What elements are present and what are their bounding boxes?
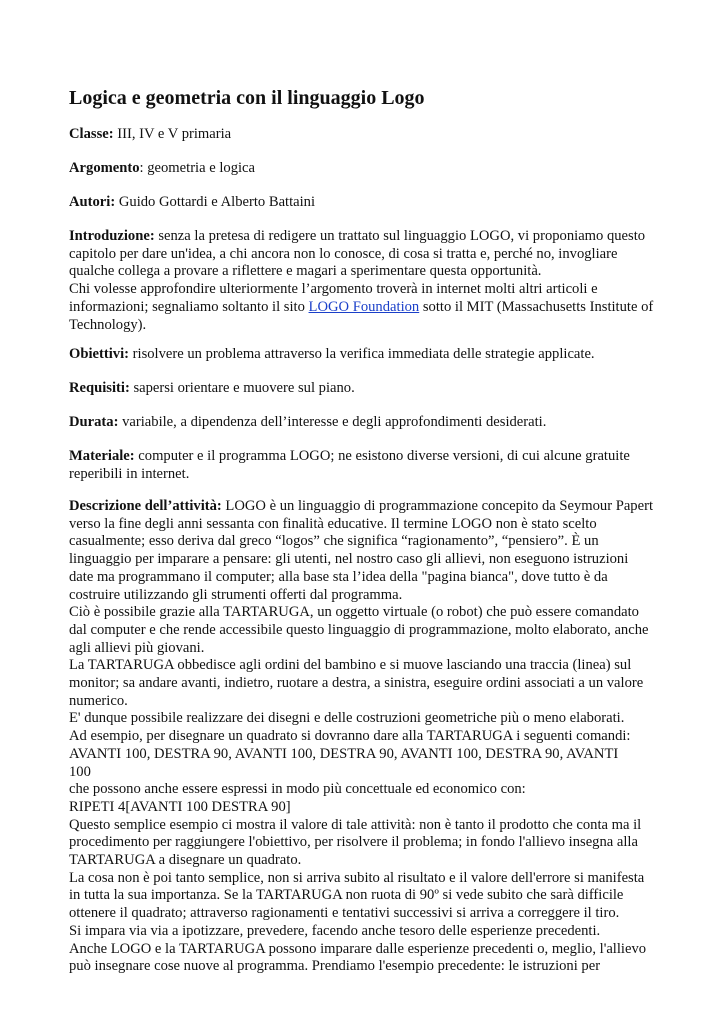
descrizione-line: verso la fine degli anni sessanta con finalità educative. Il termine LOGO non è stato scelto — [69, 515, 597, 532]
introduzione-paragraph — [69, 228, 661, 334]
logo-foundation-link[interactable]: LOGO Foundation — [308, 298, 420, 315]
materiale-label: Materiale: — [69, 448, 135, 464]
descrizione-line: può insegnare cose nuove al programma. Prendiamo l'esempio precedente: le istruzioni per — [69, 958, 601, 975]
classe-paragraph — [69, 126, 661, 144]
autori-label: Autori: — [69, 194, 116, 210]
descrizione-line: ottenere il quadrato; attraverso ragionamenti e tentativi successivi si arriva a correggere il tiro. — [69, 905, 620, 922]
text-line — [69, 448, 661, 466]
obiettivi-label: Obiettivi: — [69, 346, 129, 362]
descrizione-label: Descrizione dell’attività: — [69, 498, 222, 514]
classe-value: III, IV e V primaria — [113, 126, 232, 142]
introduzione-line-5-post: sotto il MIT (Massachusetts Institute of — [419, 298, 654, 315]
descrizione-line: AVANTI 100, DESTRA 90, AVANTI 100, DESTRA 90, AVANTI 100, DESTRA 90, AVANTI — [69, 745, 619, 762]
materiale-line-2: reperibili in internet. — [69, 465, 190, 482]
descrizione-line: casualmente; esso deriva dal greco “logos” che significa “ragionamento”, “pensiero”. È un — [69, 533, 599, 550]
descrizione-line: Anche LOGO e la TARTARUGA possono imparare dalle esperienze precedenti o, meglio, l'allievo — [69, 940, 647, 957]
descrizione-line: La cosa non è poi tanto semplice, non si arriva subito al risultato e il valore dell'errore si manifesta — [69, 869, 645, 886]
descrizione-line: Ad esempio, per disegnare un quadrato si dovranno dare alla TARTARUGA i seguenti comandi: — [69, 728, 631, 745]
durata-label: Durata: — [69, 414, 119, 430]
descrizione-line: Si impara via via a ipotizzare, prevedere, facendo anche tesoro delle esperienze precedenti. — [69, 922, 601, 939]
descrizione-line: TARTARUGA a disegnare un quadrato. — [69, 852, 302, 869]
requisiti-label: Requisiti: — [69, 380, 130, 396]
descrizione-line: E' dunque possibile realizzare dei disegni e delle costruzioni geometriche più o meno elaborati. — [69, 710, 625, 727]
materiale-line-1: computer e il programma LOGO; ne esistono diverse versioni, di cui alcune gratuite — [134, 448, 630, 464]
argomento-paragraph — [69, 160, 661, 178]
requisiti-value: sapersi orientare e muovere sul piano. — [129, 380, 355, 396]
obiettivi-paragraph — [69, 346, 661, 364]
introduzione-line-5-pre: informazioni; segnaliamo soltanto il sito — [69, 298, 309, 315]
descrizione-line: date ma programmano il computer; alla base sta l’idea della "pagina bianca", dove tutto è da — [69, 568, 608, 585]
text-line — [69, 299, 661, 317]
descrizione-line: Ciò è possibile grazie alla TARTARUGA, un oggetto virtuale (o robot) che può essere comandato — [69, 604, 639, 621]
descrizione-line: RIPETI 4[AVANTI 100 DESTRA 90] — [69, 798, 291, 815]
autori-paragraph — [69, 194, 661, 212]
descrizione-paragraph — [69, 498, 661, 976]
text-line — [69, 498, 661, 516]
materiale-paragraph — [69, 448, 661, 483]
descrizione-line: dal computer e che rende accessibile questo linguaggio di programmazione, molto elaborato, anche — [69, 621, 649, 638]
descrizione-line: procedimento per raggiungere l'obiettivo, per risolvere il problema; in fondo l'allievo insegna alla — [69, 834, 638, 851]
introduzione-label: Introduzione: — [69, 228, 155, 244]
obiettivi-value: risolvere un problema attraverso la verifica immediata delle strategie applicate. — [129, 346, 595, 362]
descrizione-line: monitor; sa andare avanti, indietro, ruotare a destra, a sinistra, eseguire ordini associati a un valore — [69, 675, 644, 692]
descrizione-line: costruire utilizzando gli strumenti offerti dal programma. — [69, 586, 403, 603]
descrizione-line: La TARTARUGA obbedisce agli ordini del bambino e si muove lasciando una traccia (linea) sul — [69, 657, 632, 674]
introduzione-line-4: Chi volesse approfondire ulteriormente l’argomento troverà in internet molti altri articoli e — [69, 281, 598, 298]
introduzione-line-2: capitolo per dare un'idea, a chi ancora non lo conosce, di cosa si tratta e, perché no, invogliare — [69, 245, 618, 262]
requisiti-paragraph — [69, 380, 661, 398]
autori-value: Guido Gottardi e Alberto Battaini — [115, 194, 316, 210]
classe-label: Classe: — [69, 126, 114, 142]
descrizione-line: LOGO è un linguaggio di programmazione concepito da Seymour Papert — [221, 498, 653, 514]
durata-paragraph — [69, 414, 661, 432]
descrizione-line: che possono anche essere espressi in modo più concettuale ed economico con: — [69, 781, 526, 798]
descrizione-line: numerico. — [69, 692, 128, 709]
introduzione-line-3: qualche collega a provare a riflettere e magari a sperimentare questa opportunità. — [69, 263, 542, 280]
descrizione-line: linguaggio per imparare a pensare: gli utenti, nel nostro caso gli allievi, non eseguono istruzioni — [69, 551, 629, 568]
descrizione-line: agli allievi più giovani. — [69, 639, 205, 656]
durata-value: variabile, a dipendenza dell’interesse e degli approfondimenti desiderati. — [118, 414, 547, 430]
descrizione-line: Questo semplice esempio ci mostra il valore di tale attività: non è tanto il prodotto che conta ma il — [69, 816, 642, 833]
introduzione-line-6: Technology). — [69, 316, 147, 333]
argomento-value: : geometria e logica — [139, 160, 256, 176]
page-title: Logica e geometria con il linguaggio Logo — [69, 87, 425, 109]
descrizione-line: 100 — [69, 763, 91, 780]
text-line — [69, 228, 661, 246]
introduzione-line-1: senza la pretesa di redigere un trattato sul linguaggio LOGO, vi proponiamo questo — [154, 228, 646, 244]
argomento-label: Argomento — [69, 160, 140, 176]
descrizione-line: in tutta la sua importanza. Se la TARTARUGA non ruota di 90º si vede subito che sarà difficile — [69, 887, 624, 904]
